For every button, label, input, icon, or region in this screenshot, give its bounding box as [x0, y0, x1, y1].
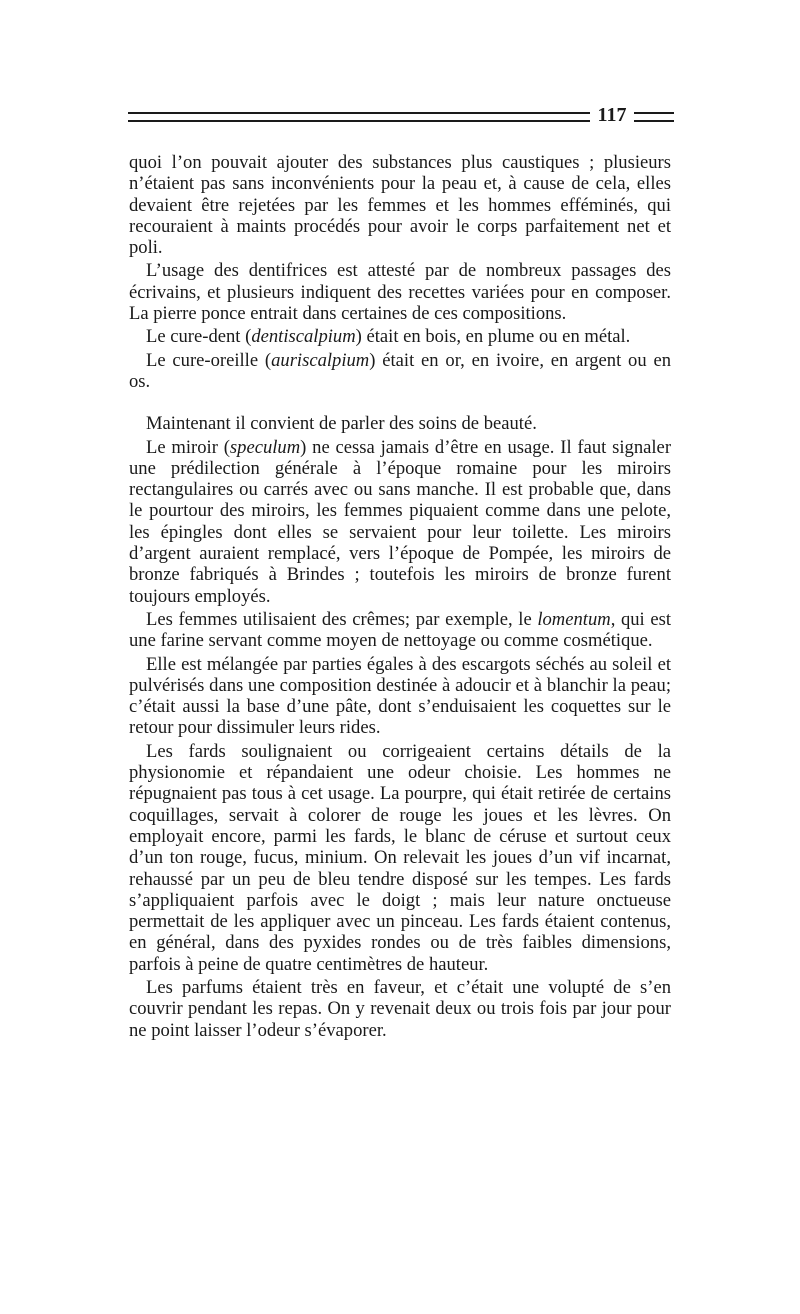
body-text [129, 152, 671, 1041]
paragraph: L’usage des dentifrices est attesté par de nombreux passages des écrivains, et plusieurs indiquent des recettes variées pour en composer. La pierre ponce entrait dans certaines de ces compositions. [129, 260, 671, 325]
paragraph: Maintenant il convient de parler des soins de beauté. [146, 413, 537, 435]
header-rule-right [634, 112, 674, 122]
paragraph: Les parfums étaient très en faveur, et c’était une volupté de s’en couvrir pendant les repas. On y revenait deux ou trois fois par jour pour ne point laisser l’odeur s’évaporer. [129, 976, 671, 1041]
latin-term: auriscalpium [271, 349, 370, 371]
latin-term: lomentum [537, 608, 611, 630]
paragraph: Les fards soulignaient ou corrigeaient certains détails de la physionomie et répandaient une odeur choisie. Les hommes ne répugnaient pas tous à cet usage. La pourpre, qui était retirée de certains coquillages, servait à colorer de rouge les joues et les lèvres. On employait encore, parmi les fards, le blanc de céruse et surtout ceux d’un ton rouge, fucus, minium. On relevait les joues d’un vif incarnat, rehaussé par un peu de bleu tendre disposé sur les tempes. Les fards s’appliquaient parfois avec le doigt ; mais leur nature onctueuse permettait de les appliquer avec un pinceau. Les fards étaient contenus, en général, dans des pyxides rondes ou de très faibles dimensions, parfois à peine de quatre centimètres de hauteur. [129, 740, 671, 975]
paragraph: quoi l’on pouvait ajouter des substances plus caustiques ; plusieurs n’étaient pas sans inconvénients pour la peau et, à cause de cela, elles devaient être rejetées par les femmes et les hommes efféminés, qui recouraient à maints procédés pour avoir le corps parfaitement net et poli. [129, 152, 671, 259]
paragraph: Elle est mélangée par parties égales à des escargots séchés au soleil et pulvérisés dans une composition destinée à adoucir et à blanchir la peau; c’était aussi la base d’une pâte, dont s’enduisaient les coquettes sur le retour pour dissimuler leurs rides. [129, 653, 671, 739]
page-number: 117 [597, 104, 627, 126]
page-header [128, 104, 672, 128]
paragraph: Le cure-dent (dentiscalpium) était en bois, en plume ou en métal. [146, 326, 631, 348]
header-rule-left [128, 112, 590, 122]
latin-term: speculum [229, 436, 301, 458]
paragraph: Le cure-oreille (auriscalpium) était en or, en ivoire, en argent ou en os. [129, 349, 671, 392]
paragraph: Les femmes utilisaient des crêmes; par exemple, le lomentum, qui est une farine servant comme moyen de nettoyage ou comme cosmétique. [129, 608, 671, 652]
paragraph: Le miroir (speculum) ne cessa jamais d’être en usage. Il faut signaler une prédilection générale à l’époque romaine pour les miroirs rectangulaires ou carrés avec ou sans manche. Il est probable que, dans le pourtour des miroirs, les femmes piquaient comme dans une pelote, les épingles dont elles se servaient pour leur toilette. Les miroirs d’argent auraient remplacé, vers l’époque de Pompée, les miroirs de bronze fabriqués à Brindes ; toutefois les miroirs de bronze furent toujours employés. [129, 436, 672, 607]
latin-term: dentiscalpium [251, 326, 356, 348]
